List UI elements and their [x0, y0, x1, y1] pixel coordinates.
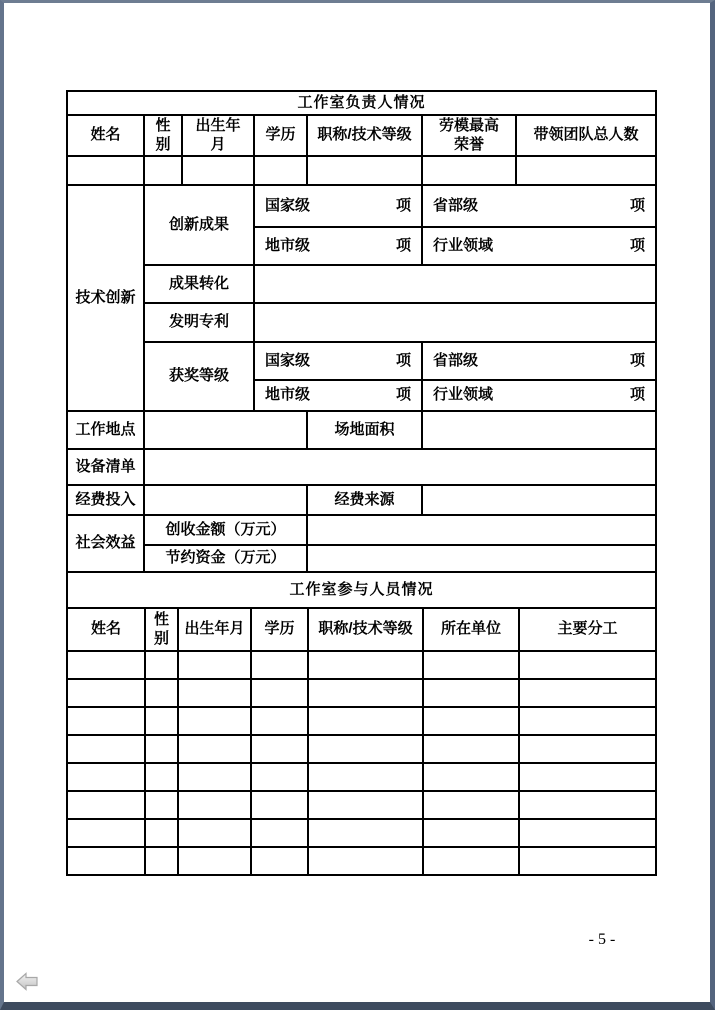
unit-label: 项: [629, 196, 645, 214]
unit-label: 项: [395, 196, 411, 214]
revenue-amount-label: 创收金额（万元）: [144, 515, 307, 545]
blank-cell: [178, 651, 251, 679]
blank-cell: [519, 819, 656, 847]
national-level-label: 国家级: [265, 351, 311, 369]
blank-cell: [423, 847, 519, 875]
blank-cell: [254, 156, 307, 185]
result-transform-label: 成果转化: [144, 265, 254, 303]
member-header-work-unit: [423, 608, 519, 651]
municipal-level-label: 地市级: [265, 236, 311, 254]
work-location-label: 工作地点: [67, 411, 144, 449]
blank-cell: [67, 847, 145, 875]
leader-header-gender: [144, 115, 182, 156]
back-arrow-button[interactable]: [15, 972, 39, 994]
blank-cell: [178, 735, 251, 763]
blank-cell: [144, 156, 182, 185]
savings-amount-label: 节约资金（万元）: [144, 545, 307, 572]
blank-cell: [67, 791, 145, 819]
award-municipal-cell: [254, 380, 422, 411]
blank-cell: [423, 707, 519, 735]
blank-cell: [254, 265, 656, 303]
blank-cell: [308, 791, 423, 819]
blank-cell: [251, 763, 308, 791]
unit-label: 项: [629, 386, 645, 404]
leader-table-title: 工作室负责人情况: [67, 91, 656, 115]
member-header-work-unit-label: 所在单位: [440, 620, 501, 638]
industry-field-label: 行业领域: [433, 386, 494, 404]
member-header-gender: [145, 608, 178, 651]
blank-cell: [145, 735, 178, 763]
leader-header-birth-date: [182, 115, 254, 156]
innovation-industry-cell: [422, 227, 656, 265]
member-header-name-label: 姓名: [90, 620, 121, 638]
blank-cell: [67, 679, 145, 707]
member-empty-row: [67, 679, 656, 707]
blank-cell: [145, 819, 178, 847]
leader-header-gender-label: 性别: [155, 116, 171, 153]
blank-cell: [519, 679, 656, 707]
page-number: - 5 -: [588, 931, 616, 948]
site-area-label: 场地面积: [307, 411, 422, 449]
tech-innovation-label: 技术创新: [67, 185, 144, 411]
innovation-municipal-cell: [254, 227, 422, 265]
blank-cell: [519, 735, 656, 763]
leader-header-title-skill-level-label: 职称/技术等级: [317, 126, 412, 144]
leader-header-model-worker-honor-label: 劳模最高荣誉: [438, 116, 499, 153]
blank-cell: [251, 707, 308, 735]
blank-cell: [67, 819, 145, 847]
leader-header-name: [67, 115, 144, 156]
blank-cell: [423, 791, 519, 819]
blank-cell: [251, 791, 308, 819]
blank-cell: [145, 847, 178, 875]
funding-input-value-cell: [144, 485, 307, 515]
blank-cell: [178, 847, 251, 875]
equipment-list-value-cell: [144, 449, 656, 485]
blank-cell: [67, 156, 144, 185]
blank-cell: [67, 763, 145, 791]
blank-cell: [67, 651, 145, 679]
member-header-birth-date-label: 出生年月: [184, 620, 245, 638]
blank-cell: [178, 763, 251, 791]
leader-header-team-size: [516, 115, 656, 156]
member-header-name: [67, 608, 145, 651]
revenue-amount-value-cell: [307, 515, 656, 545]
municipal-level-label: 地市级: [265, 386, 311, 404]
leader-header-education: [254, 115, 307, 156]
blank-cell: [423, 735, 519, 763]
equipment-list-label: 设备清单: [67, 449, 144, 485]
blank-cell: [145, 707, 178, 735]
blank-cell: [308, 763, 423, 791]
funding-source-label: 经费来源: [307, 485, 422, 515]
innovation-detail-table: [66, 184, 657, 573]
member-header-main-duty: [519, 608, 656, 651]
industry-field-label: 行业领域: [433, 236, 494, 254]
member-empty-row: [67, 763, 656, 791]
blank-cell: [67, 735, 145, 763]
blank-cell: [308, 707, 423, 735]
social-benefit-label: 社会效益: [67, 515, 144, 572]
leader-header-model-worker-honor: [422, 115, 516, 156]
blank-cell: [516, 156, 656, 185]
blank-cell: [308, 735, 423, 763]
blank-cell: [178, 819, 251, 847]
innovation-provincial-cell: [422, 185, 656, 227]
award-provincial-cell: [422, 342, 656, 380]
blank-cell: [307, 156, 422, 185]
blank-cell: [145, 651, 178, 679]
unit-label: 项: [629, 236, 645, 254]
member-empty-row: [67, 791, 656, 819]
blank-cell: [251, 735, 308, 763]
leader-info-table: [66, 90, 657, 186]
blank-cell: [308, 847, 423, 875]
member-header-title-skill-level-label: 职称/技术等级: [318, 620, 413, 638]
blank-cell: [67, 707, 145, 735]
blank-cell: [423, 819, 519, 847]
blank-cell: [519, 707, 656, 735]
blank-cell: [519, 763, 656, 791]
unit-label: 项: [395, 386, 411, 404]
blank-cell: [251, 651, 308, 679]
funding-source-value-cell: [422, 485, 656, 515]
left-arrow-icon: [16, 972, 38, 991]
member-empty-row: [67, 735, 656, 763]
work-location-value-cell: [144, 411, 307, 449]
provincial-level-label: 省部级: [433, 351, 479, 369]
unit-label: 项: [395, 236, 411, 254]
blank-cell: [251, 679, 308, 707]
blank-cell: [178, 707, 251, 735]
leader-header-title-skill-level: [307, 115, 422, 156]
leader-header-birth-date-label: 出生年月: [195, 116, 241, 153]
award-national-cell: [254, 342, 422, 380]
invention-patent-label: 发明专利: [144, 303, 254, 342]
national-level-label: 国家级: [265, 196, 311, 214]
blank-cell: [519, 791, 656, 819]
award-level-label: 获奖等级: [144, 342, 254, 411]
member-header-main-duty-label: 主要分工: [557, 620, 618, 638]
blank-cell: [145, 763, 178, 791]
unit-label: 项: [629, 351, 645, 369]
member-header-birth-date: [178, 608, 251, 651]
blank-cell: [308, 819, 423, 847]
leader-header-team-size-label: 带领团队总人数: [533, 126, 639, 144]
blank-cell: [308, 679, 423, 707]
member-header-gender-label: 性别: [153, 610, 169, 647]
site-area-value-cell: [422, 411, 656, 449]
member-table-title: 工作室参与人员情况: [67, 572, 656, 608]
funding-input-label: 经费投入: [67, 485, 144, 515]
unit-label: 项: [395, 351, 411, 369]
savings-amount-value-cell: [307, 545, 656, 572]
member-empty-row: [67, 847, 656, 875]
blank-cell: [145, 679, 178, 707]
blank-cell: [519, 651, 656, 679]
blank-cell: [422, 156, 516, 185]
blank-cell: [423, 651, 519, 679]
blank-cell: [308, 651, 423, 679]
blank-cell: [519, 847, 656, 875]
member-header-education-label: 学历: [264, 620, 295, 638]
blank-cell: [254, 303, 656, 342]
leader-header-education-label: 学历: [265, 126, 296, 144]
blank-cell: [182, 156, 254, 185]
blank-cell: [178, 679, 251, 707]
innovation-results-label: 创新成果: [144, 185, 254, 265]
member-empty-row: [67, 651, 656, 679]
blank-cell: [145, 791, 178, 819]
blank-cell: [251, 847, 308, 875]
blank-cell: [178, 791, 251, 819]
member-header-education: [251, 608, 308, 651]
blank-cell: [251, 819, 308, 847]
form-table-stack: [66, 90, 658, 876]
award-industry-cell: [422, 380, 656, 411]
member-info-table: [66, 571, 657, 876]
provincial-level-label: 省部级: [433, 196, 479, 214]
blank-cell: [423, 679, 519, 707]
member-empty-row: [67, 707, 656, 735]
member-header-title-skill-level: [308, 608, 423, 651]
member-empty-row: [67, 819, 656, 847]
innovation-national-cell: [254, 185, 422, 227]
blank-cell: [423, 763, 519, 791]
leader-header-name-label: 姓名: [90, 126, 121, 144]
